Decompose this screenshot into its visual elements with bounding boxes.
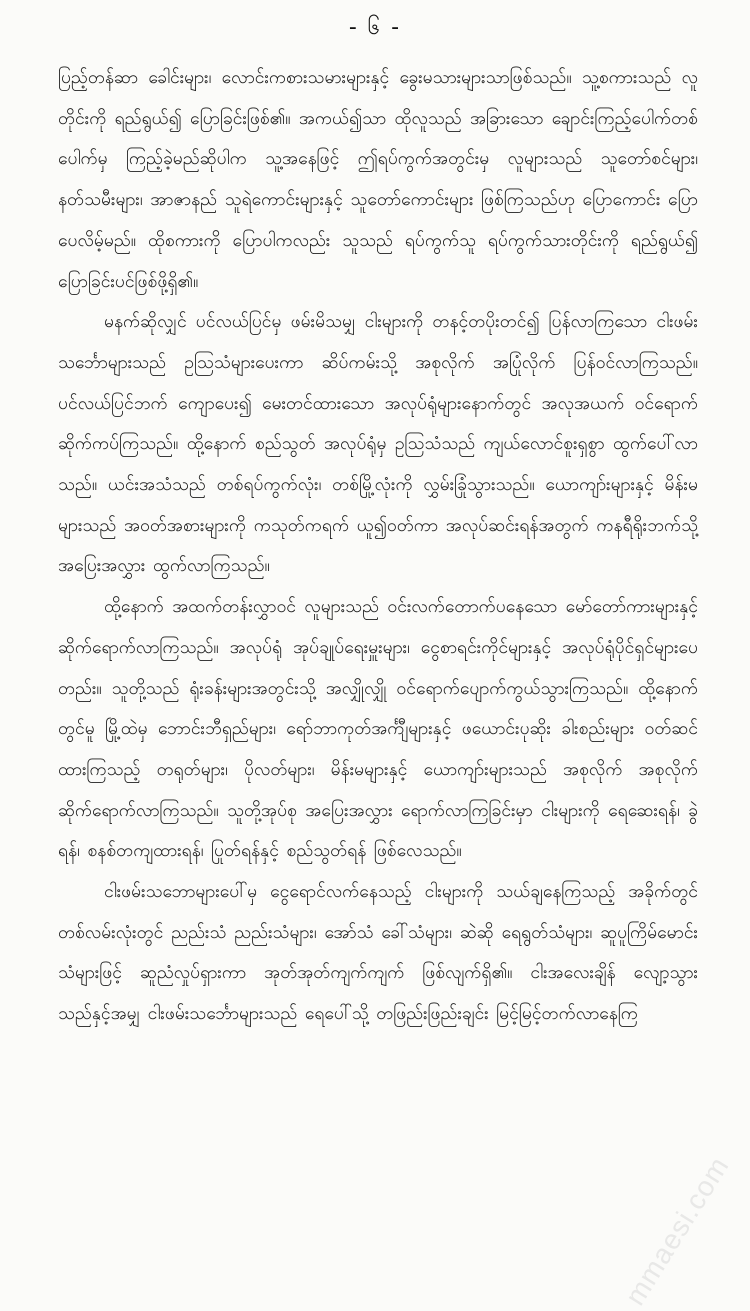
paragraph-1: ပြည့်တန်ဆာ ခေါင်းများ၊ လောင်းကစားသမားများနှင့် ခွေးမသားများသာဖြစ်သည်။ သူ့စကားသည် လူတိုင်းကို ရည်ရွယ်၍ ပြောခြင်းဖြစ်၏။ အကယ်၍သာ ထိုလူသည် အခြားသော ချောင်းကြည့်ပေါက်တစ်ပေါက်မှ ကြည့်ခဲ့မည်ဆိုပါက သူ့အနေဖြင့် ဤရပ်ကွက်အတွင်းမှ လူများသည် သူတော်စင်များ၊ နတ်သမီးများ၊ အာဇာနည် သူရဲကောင်းများနှင့် သူတော်ကောင်းများ ဖြစ်ကြသည်ဟု ပြောကောင်း ပြောပေလိမ့်မည်။ ထိုစကားကို ပြောပါကလည်း သူသည် ရပ်ကွက်သူ ရပ်ကွက်သားတိုင်းကို ရည်ရွယ်၍ ပြောခြင်းပင်ဖြစ်ဖို့ရှိ၏။	[58, 68, 698, 292]
watermark: mmaesi.com	[619, 1151, 736, 1311]
paragraph-2: မနက်ဆိုလျှင် ပင်လယ်ပြင်မှ ဖမ်းမိသမျှ ငါးများကို တနင့်တပိုးတင်၍ ပြန်လာကြသော ငါးဖမ်းသင်္ဘောများသည် ဥသြသံများပေးကာ ဆိပ်ကမ်းသို့ အစုလိုက် အပြုံလိုက် ပြန်ဝင်လာကြသည်။ ပင်လယ်ပြင်ဘက် ကျောပေး၍ မေးတင်ထားသော အလုပ်ရုံများနောက်တွင် အလုအယက် ဝင်ရောက်ဆိုက်ကပ်ကြသည်။ ထို့နောက် စည်သွတ် အလုပ်ရုံမှ ဥသြသံသည် ကျယ်လောင်စူးရှစွာ ထွက်ပေါ်လာသည်။ ယင်းအသံသည် တစ်ရပ်ကွက်လုံး၊ တစ်မြို့လုံးကို လွှမ်းခြုံသွားသည်။ ယောကျာ်းများနှင့် မိန်းမများသည် အဝတ်အစားများကို ကသုတ်ကရက် ယူ၍ဝတ်ကာ အလုပ်ဆင်းရန်အတွက် ကနရီရိုးဘက်သို့ အပြေးအလွှား ထွက်လာကြသည်။	[58, 312, 698, 577]
body-text	[58, 58, 698, 1035]
paragraph-3: ထို့နောက် အထက်တန်းလွှာဝင် လူများသည် ဝင်းလက်တောက်ပနေသော မော်တော်ကားများနှင့် ဆိုက်ရောက်လာကြသည်။ အလုပ်ရုံ အုပ်ချုပ်ရေးမှူးများ၊ ငွေစာရင်းကိုင်များနှင့် အလုပ်ရုံပိုင်ရှင်များပေတည်း။ သူတို့သည် ရုံးခန်းများအတွင်းသို့ အလျှိုလျှို ဝင်ရောက်ပျောက်ကွယ်သွားကြသည်။ ထို့နောက်တွင်မူ မြို့ထဲမှ ဘောင်းဘီရှည်များ၊ ရော်ဘာကုတ်အင်္ကျီများနှင့် ဖယောင်းပုဆိုး ခါးစည်းများ ဝတ်ဆင်ထားကြသည့် တရုတ်များ၊ ပိုလတ်များ၊ မိန်းမများနှင့် ယောကျာ်းများသည် အစုလိုက် အစုလိုက် ဆိုက်ရောက်လာကြသည်။ သူတို့အုပ်စု အပြေးအလွှား ရောက်လာကြခြင်းမှာ ငါးများကို ရေဆေးရန်၊ ခွဲရန်၊ စနစ်တကျထားရန်၊ ပြုတ်ရန်နှင့် စည်သွတ်ရန် ဖြစ်လေသည်။	[58, 597, 698, 862]
page-number: - ၆ -	[348, 15, 402, 40]
paragraph-4: ငါးဖမ်းသဘောများပေါ်မှ ငွေရောင်လက်နေသည့် ငါးများကို သယ်ချနေကြသည့် အခိုက်တွင် တစ်လမ်းလုံးတွင် ညည်းသံ ညည်းသံများ၊ အော်သံ ခေါ်သံများ၊ ဆဲဆို ရေရွတ်သံများ၊ ဆူပူကြိမ်မောင်းသံများဖြင့် ဆူညံလှုပ်ရှားကာ အုတ်အုတ်ကျက်ကျက် ဖြစ်လျက်ရှိ၏။ ငါးအလေးချိန် လျော့သွားသည်နှင့်အမျှ ငါးဖမ်းသင်္ဘောများသည် ရေပေါ်သို့ တဖြည်းဖြည်းချင်း မြင့်မြင့်တက်လာနေကြ	[58, 882, 698, 1025]
